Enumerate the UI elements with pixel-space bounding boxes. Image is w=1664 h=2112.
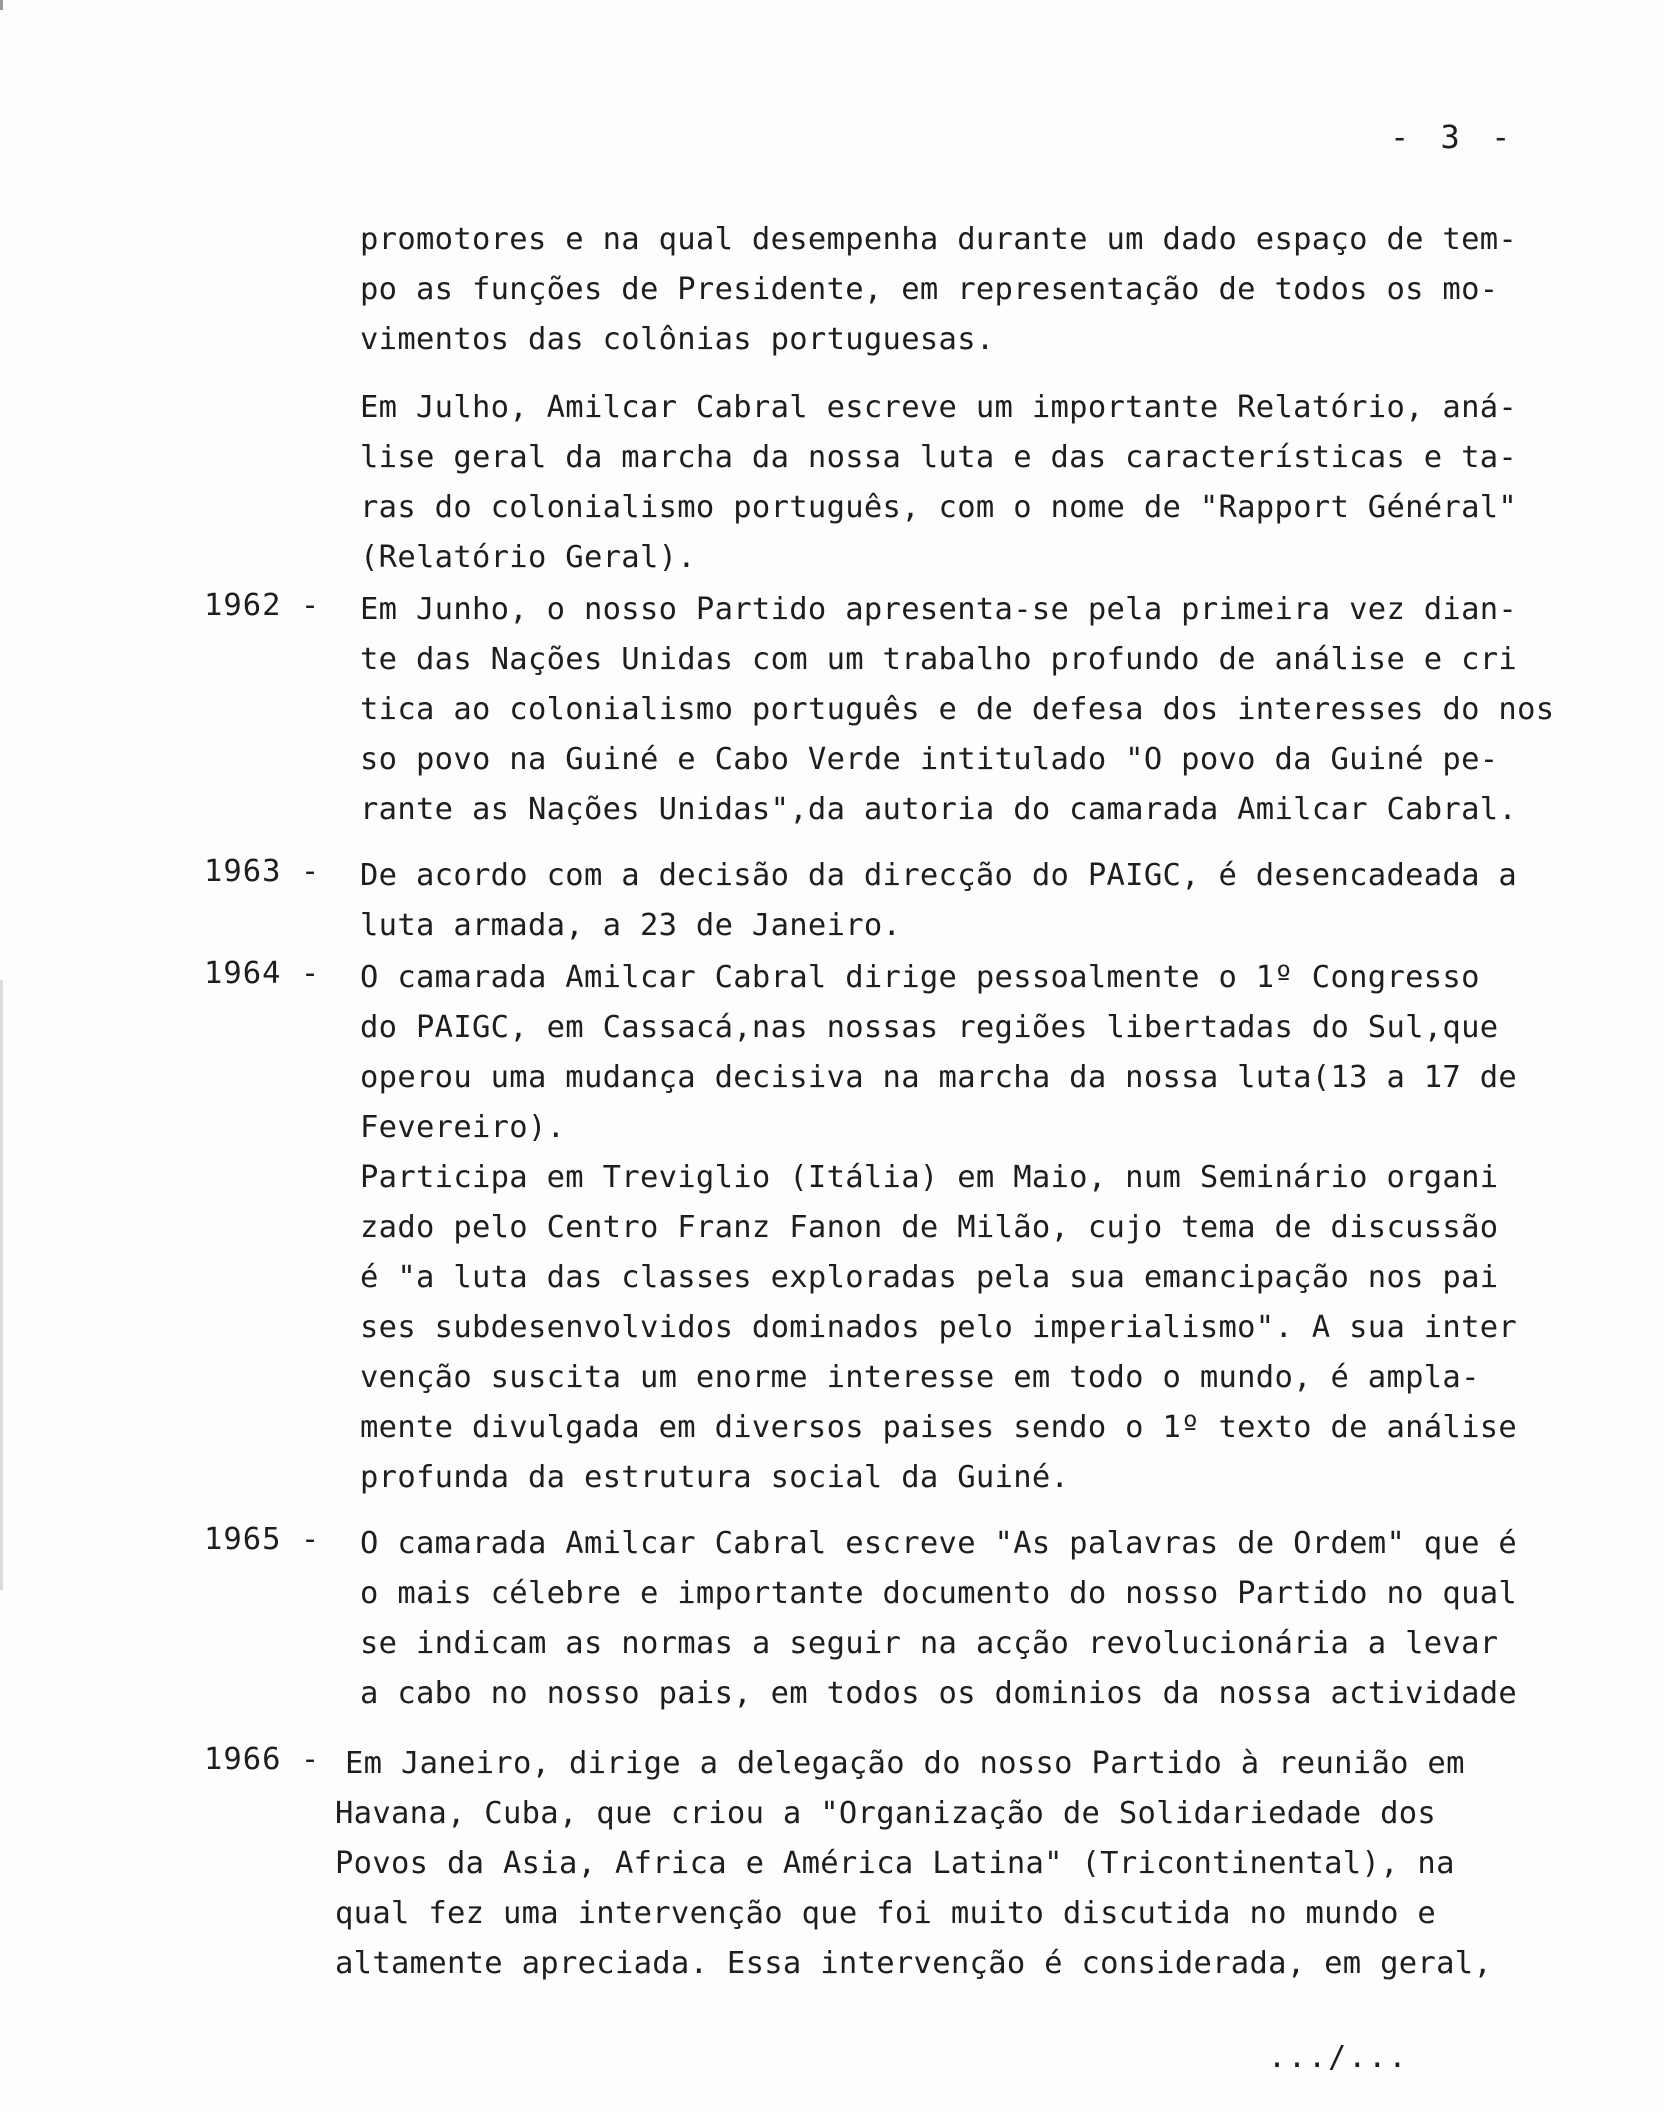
year-label: 1963 - (204, 854, 321, 889)
text-line: De acordo com a decisão da direcção do PAIGC, é desencadeada a (360, 858, 1518, 893)
left-edge-mark (0, 980, 3, 1590)
text-line: so povo na Guiné e Cabo Verde intitulado "O povo da Guiné pe- (360, 742, 1499, 777)
left-edge-mark (0, 0, 3, 10)
text-line: ses subdesenvolvidos dominados pelo imperialismo". A sua inter (360, 1310, 1518, 1345)
text-line: a cabo no nosso pais, em todos os dominios da nossa actividade (360, 1676, 1518, 1711)
text-line: o mais célebre e importante documento do nosso Partido no qual (360, 1576, 1518, 1611)
year-label: 1964 - (204, 956, 321, 991)
year-label: 1965 - (204, 1522, 321, 1557)
text-line: O camarada Amilcar Cabral dirige pessoalmente o 1º Congresso (360, 960, 1480, 995)
text-line: operou uma mudança decisiva na marcha da nossa luta(13 a 17 de (360, 1060, 1518, 1095)
text-line: é "a luta das classes exploradas pela sua emancipação nos pai (360, 1260, 1499, 1295)
text-line: promotores e na qual desempenha durante um dado espaço de tem- (360, 222, 1518, 257)
text-line: Havana, Cuba, que criou a "Organização de Solidariedade dos (335, 1796, 1437, 1831)
page-number: - 3 - (1390, 118, 1517, 156)
text-line: po as funções de Presidente, em representação de todos os mo- (360, 272, 1499, 307)
text-line: vimentos das colônias portuguesas. (360, 322, 995, 357)
text-line: Participa em Treviglio (Itália) em Maio, num Seminário organi (360, 1160, 1499, 1195)
text-line: tica ao colonialismo português e de defesa dos interesses do nos (360, 692, 1555, 727)
text-line: rante as Nações Unidas",da autoria do camarada Amilcar Cabral. (360, 792, 1518, 827)
year-label: 1962 - (204, 588, 321, 623)
text-line: profunda da estrutura social da Guiné. (360, 1460, 1070, 1495)
text-line: ras do colonialismo português, com o nome de "Rapport Général" (360, 490, 1518, 525)
text-line: do PAIGC, em Cassacá,nas nossas regiões libertadas do Sul,que (360, 1010, 1499, 1045)
text-line: O camarada Amilcar Cabral escreve "As palavras de Ordem" que é (360, 1526, 1518, 1561)
text-line: qual fez uma intervenção que foi muito discutida no mundo e (335, 1896, 1437, 1931)
text-line: se indicam as normas a seguir na acção revolucionária a levar (360, 1626, 1499, 1661)
text-line: Em Junho, o nosso Partido apresenta-se pela primeira vez dian- (360, 592, 1518, 627)
text-line: zado pelo Centro Franz Fanon de Milão, cujo tema de discussão (360, 1210, 1499, 1245)
text-line: lise geral da marcha da nossa luta e das características e ta- (360, 440, 1518, 475)
text-line: venção suscita um enorme interesse em todo o mundo, é ampla- (360, 1360, 1480, 1395)
text-line: Em Janeiro, dirige a delegação do nosso Partido à reunião em (345, 1746, 1465, 1781)
year-label: 1966 - (204, 1742, 321, 1777)
text-line: mente divulgada em diversos paises sendo o 1º texto de análise (360, 1410, 1518, 1445)
text-line: Em Julho, Amilcar Cabral escreve um importante Relatório, aná- (360, 390, 1518, 425)
text-line: luta armada, a 23 de Janeiro. (360, 908, 902, 943)
text-line: Fevereiro). (360, 1110, 566, 1145)
text-line: altamente apreciada. Essa intervenção é considerada, em geral, (335, 1946, 1493, 1981)
text-line: (Relatório Geral). (360, 540, 696, 575)
continuation-mark: .../... (1268, 2040, 1409, 2075)
text-line: Povos da Asia, Africa e América Latina" (Tricontinental), na (335, 1846, 1455, 1881)
text-line: te das Nações Unidas com um trabalho profundo de análise e cri (360, 642, 1518, 677)
